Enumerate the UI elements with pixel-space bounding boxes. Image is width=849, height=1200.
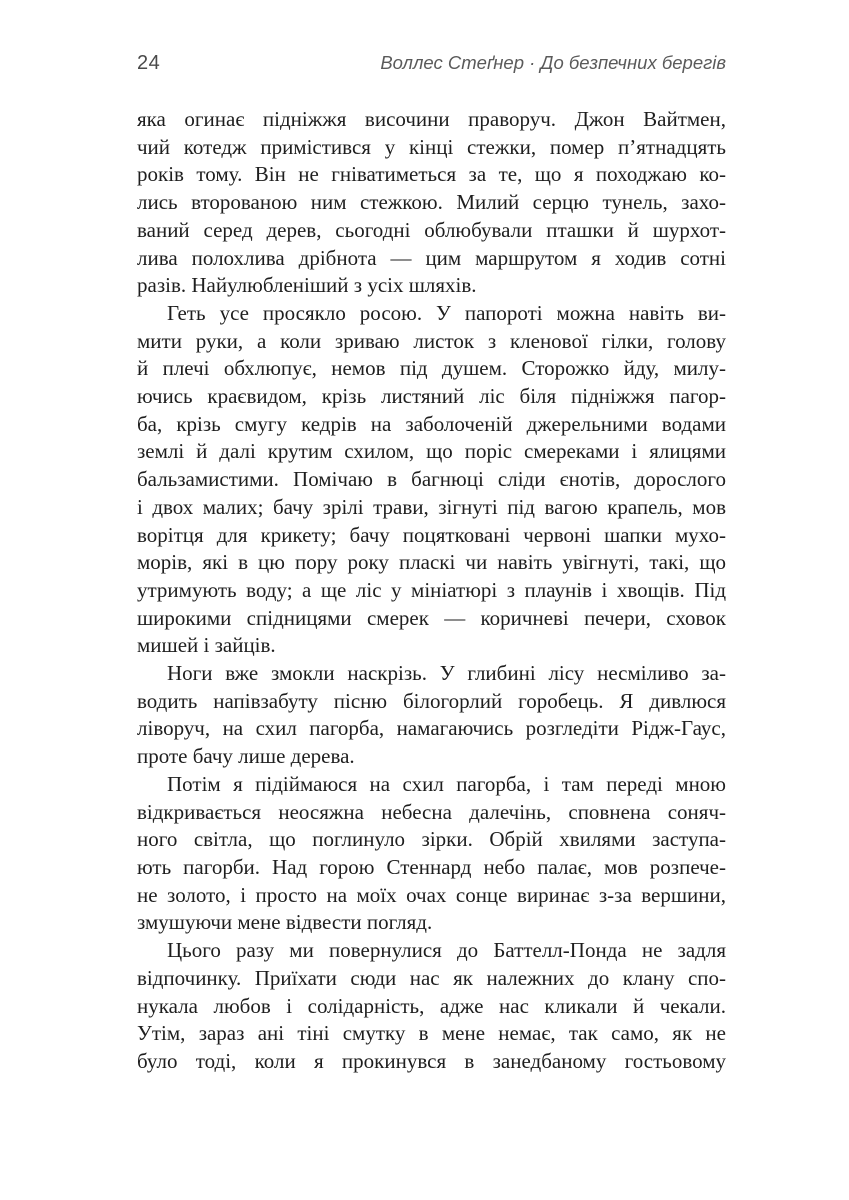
text-line: яка огинає підніжжя височини праворуч. Джон Вайтмен, <box>137 107 726 131</box>
text-line: разів. Найулюбленіший з усіх шляхів. <box>137 273 477 298</box>
text-line: морів, які в цю пору року пласкі чи навіть увігнуті, такі, що <box>137 550 726 575</box>
text-line: й плечі обхлюпує, немов під душем. Сторожко йду, милу- <box>137 356 726 381</box>
text-line: Ноги вже змокли наскрізь. У глибині лісу несміливо за- <box>167 661 726 686</box>
text-line: Потім я підіймаюся на схил пагорба, і там переді мною <box>167 771 726 796</box>
text-line: Цього разу ми повернулися до Баттелл-Понда не задля <box>167 938 726 963</box>
text-line: Геть усе просякло росою. У папороті можна навіть ви- <box>167 300 726 325</box>
text-line: утримують воду; а ще ліс у мініатюрі з плаунів і хвощів. Під <box>137 577 726 602</box>
text-line: проте бачу лише дерева. <box>137 744 355 769</box>
text-line: змушуючи мене відвести погляд. <box>137 910 433 935</box>
text-line: ють пагорби. Над горою Стеннард небо палає, мов розпече- <box>137 854 726 879</box>
text-line: було тоді, коли я прокинувся в занедбаному гостьовому <box>137 1048 726 1073</box>
text-line: нукала любов і солідарність, адже нас кликали й чекали. <box>137 993 726 1018</box>
text-line: і двох малих; бачу зрілі трави, зігнуті під вагою крапель, мов <box>137 494 726 519</box>
text-line: широкими спідницями смерек — коричневі печери, сховок <box>137 605 726 630</box>
text-line: мишей і зайців. <box>137 633 276 658</box>
text-line: чий котедж примістився у кінці стежки, помер п’ятнадцять <box>137 134 726 159</box>
page-number: 24 <box>137 52 161 74</box>
text-line: ліворуч, на схил пагорба, намагаючись розгледіти Рідж-Гаус, <box>137 716 726 741</box>
text-line: років тому. Він не гніватиметься за те, що я походжаю ко- <box>137 162 726 187</box>
running-head: Воллес Стеґнер · До безпечних берегів <box>380 52 726 73</box>
text-line: мити руки, а коли зриваю листок з кленової гілки, голову <box>137 328 726 353</box>
text-line: лись второваною ним стежкою. Милий серцю тунель, захо- <box>137 190 726 215</box>
text-line: ючись краєвидом, крізь листяний ліс біля підніжжя пагор- <box>137 384 726 409</box>
text-line: ба, крізь смугу кедрів на заболоченій джерельними водами <box>137 411 726 436</box>
body-text-block <box>137 106 726 1076</box>
page-header <box>137 52 726 75</box>
text-line: відкривається неосяжна небесна далечінь, сповнена соняч- <box>137 799 726 824</box>
text-line: бальзамистими. Помічаю в багнюці сліди єнотів, дорослого <box>137 467 726 492</box>
text-line: відпочинку. Приїхати сюди нас як належних до клану спо- <box>137 965 726 990</box>
text-line: ваний серед дерев, сьогодні облюбували пташки й шурхот- <box>137 217 726 242</box>
text-line: ворітця для крикету; бачу поцятковані червоні шапки мухо- <box>137 522 726 547</box>
text-line: водить напівзабуту пісню білогорлий горобець. Я дивлюся <box>137 688 726 713</box>
text-line: не золото, і просто на моїх очах сонце виринає з-за вершини, <box>137 882 726 907</box>
text-line: землі й далі крутим схилом, що поріс смереками і ялицями <box>137 439 726 464</box>
text-line: лива полохлива дрібнота — цим маршрутом я ходив сотні <box>137 245 726 270</box>
text-line: Утім, зараз ані тіні смутку в мене немає, так само, як не <box>137 1021 726 1046</box>
text-line: ного світла, що поглинуло зірки. Обрій хвилями заступа- <box>137 827 726 852</box>
